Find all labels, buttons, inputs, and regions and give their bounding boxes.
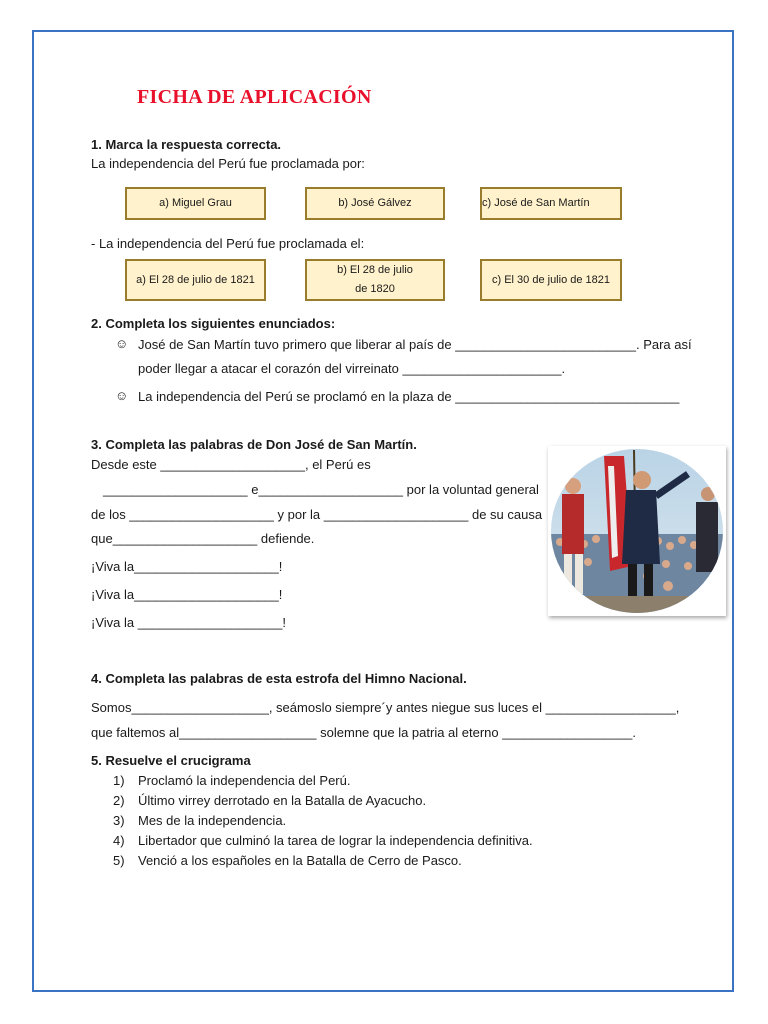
option-jose-de-san-martin[interactable] [480, 187, 622, 220]
crossword-clue: Mes de la independencia. [138, 813, 287, 828]
option-28-julio-1821[interactable] [125, 259, 266, 301]
smiley-bullet-icon: ☺ [115, 336, 129, 351]
question-1-prompt-1: La independencia del Perú fue proclamada por: [91, 156, 365, 171]
option-label: a) El 28 de julio de 1821 [136, 273, 255, 286]
question-1-heading: 1. Marca la respuesta correcta. [91, 137, 282, 152]
option-label: c) José de San Martín [482, 197, 590, 209]
question-2-item-1-line-2: poder llegar a atacar el corazón del virreinato ______________________. [138, 361, 566, 376]
question-1-prompt-2: - La independencia del Perú fue proclamada el: [91, 236, 365, 251]
question-3-line-2: ____________________ e____________________ por la voluntad general [103, 482, 539, 497]
question-3-line-3: de los ____________________ y por la ____________________ de su causa [91, 507, 543, 522]
question-2-heading: 2. Completa los siguientes enunciados: [91, 316, 336, 331]
question-4-line-2: que faltemos al___________________ solemne que la patria al eterno __________________. [91, 725, 637, 740]
option-label-line-1: b) El 28 de julio [337, 264, 413, 276]
question-3-line-4: que____________________ defiende. [91, 531, 315, 546]
crossword-clue-number: 1) [113, 773, 125, 788]
option-miguel-grau[interactable] [125, 187, 266, 220]
question-3-line-1: Desde este ____________________, el Perú es [91, 457, 371, 472]
crossword-clue: Último virrey derrotado en la Batalla de Ayacucho. [138, 793, 427, 808]
question-3-line-5: ¡Viva la____________________! [91, 559, 283, 574]
proclamation-painting-image [548, 446, 726, 616]
question-3-heading: 3. Completa las palabras de Don José de San Martín. [91, 437, 417, 452]
crossword-clue: Proclamó la independencia del Perú. [138, 773, 351, 788]
crossword-clue-number: 2) [113, 793, 125, 808]
option-label: b) José Gálvez [338, 197, 412, 209]
smiley-bullet-icon: ☺ [115, 388, 129, 403]
option-28-julio-1820[interactable] [305, 259, 445, 301]
option-label-line-2: de 1820 [355, 283, 395, 295]
question-2-item-2: La independencia del Perú se proclamó en la plaza de _______________________________ [138, 389, 680, 404]
option-label: c) El 30 de julio de 1821 [491, 273, 611, 286]
crossword-clue: Libertador que culminó la tarea de lograr la independencia definitiva. [138, 833, 533, 848]
question-2-item-1-line-1: José de San Martín tuvo primero que liberar al país de _________________________. Para así [138, 337, 692, 352]
crossword-clue-number: 4) [113, 833, 125, 848]
question-3-line-7: ¡Viva la ____________________! [91, 615, 286, 630]
crossword-clue-number: 3) [113, 813, 125, 828]
option-30-julio-1821[interactable] [480, 259, 622, 301]
question-5-heading: 5. Resuelve el crucigrama [91, 753, 251, 768]
question-4-heading: 4. Completa las palabras de esta estrofa del Himno Nacional. [91, 671, 467, 686]
option-label: a) Miguel Grau [159, 197, 232, 209]
question-3-line-6: ¡Viva la____________________! [91, 587, 283, 602]
question-4-line-1: Somos___________________, seámoslo siempre´y antes niegue sus luces el __________________, [91, 700, 680, 715]
crossword-clue-number: 5) [113, 853, 125, 868]
crossword-clue: Venció a los españoles en la Batalla de Cerro de Pasco. [138, 853, 462, 868]
option-jose-galvez[interactable] [305, 187, 445, 220]
page-title: FICHA DE APLICACIÓN [137, 86, 372, 108]
